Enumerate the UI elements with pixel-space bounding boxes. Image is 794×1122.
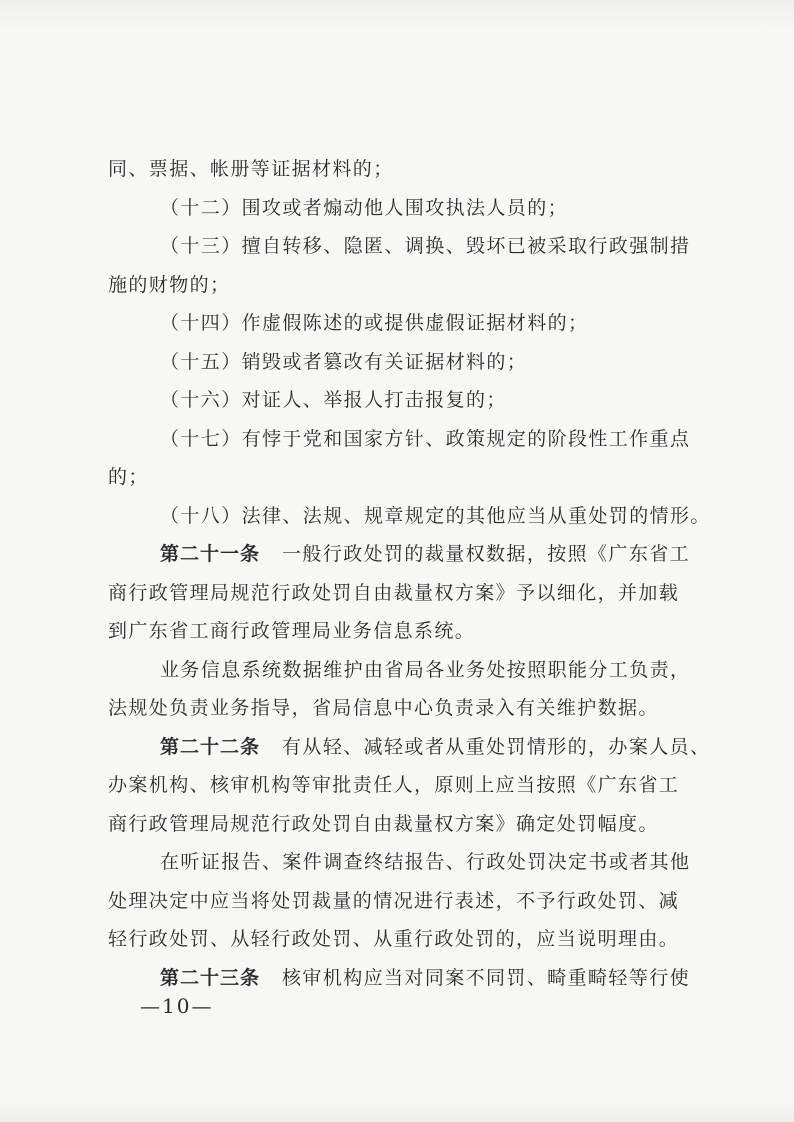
text-line: 同、票据、帐册等证据材料的；: [108, 158, 394, 180]
list-item-15: （十五）销毁或者篡改有关证据材料的；: [160, 350, 528, 373]
text-line: 在听证报告、案件调查终结报告、行政处罚决定书或者其他: [160, 851, 691, 873]
article-22-text: 有从轻、减轻或者从重处罚情形的，办案人员、: [282, 735, 711, 758]
text-line: 商行政管理局规范行政处罚自由裁量权方案》确定处罚幅度。: [108, 812, 659, 835]
list-item-16: （十六）对证人、举报人打击报复的；: [160, 389, 507, 411]
list-item-14: （十四）作虚假陈述的或提供虚假证据材料的；: [160, 312, 589, 334]
article-22-label: 第二十二条: [160, 735, 261, 758]
article-21-line: [108, 535, 720, 574]
page-number: —10—: [140, 994, 214, 1018]
list-item-18: （十八）法律、法规、规章规定的其他应当从重处罚的情形。: [160, 504, 711, 527]
text-line: 处理决定中应当将处罚裁量的情况进行表述，不予行政处罚、减: [108, 889, 680, 912]
list-item-12: （十二）围攻或者煽动他人围攻执法人员的；: [160, 196, 569, 219]
text-line: 的；: [108, 466, 149, 488]
text-line: 到广东省工商行政管理局业务信息系统。: [108, 620, 476, 642]
text-line: 商行政管理局规范行政处罚自由裁量权方案》予以细化，并加载: [108, 581, 680, 604]
article-23-line: [108, 959, 720, 998]
text-line: 业务信息系统数据维护由省局各业务处按照职能分工负责，: [160, 658, 691, 681]
article-21-text: 一般行政处罚的裁量权数据，按照《广东省工: [282, 543, 691, 565]
article-23-label: 第二十三条: [160, 966, 261, 989]
list-item-17: （十七）有悖于党和国家方针、政策规定的阶段性工作重点: [160, 427, 691, 450]
text-line: 施的财物的；: [108, 273, 231, 296]
article-21-label: 第二十一条: [160, 543, 261, 565]
text-line: 轻行政处罚、从轻行政处罚、从重行政处罚的，应当说明理由。: [108, 928, 680, 950]
list-item-13: （十三）擅自转移、隐匿、调换、毁坏已被采取行政强制措: [160, 235, 691, 257]
article-22-line: [108, 728, 720, 767]
article-23-text: 核审机构应当对同案不同罚、畸重畸轻等行使: [282, 966, 691, 989]
text-line: 办案机构、核审机构等审批责任人，原则上应当按照《广东省工: [108, 774, 680, 796]
text-line: 法规处负责业务指导，省局信息中心负责录入有关维护数据。: [108, 697, 659, 719]
document-body: [108, 150, 720, 997]
